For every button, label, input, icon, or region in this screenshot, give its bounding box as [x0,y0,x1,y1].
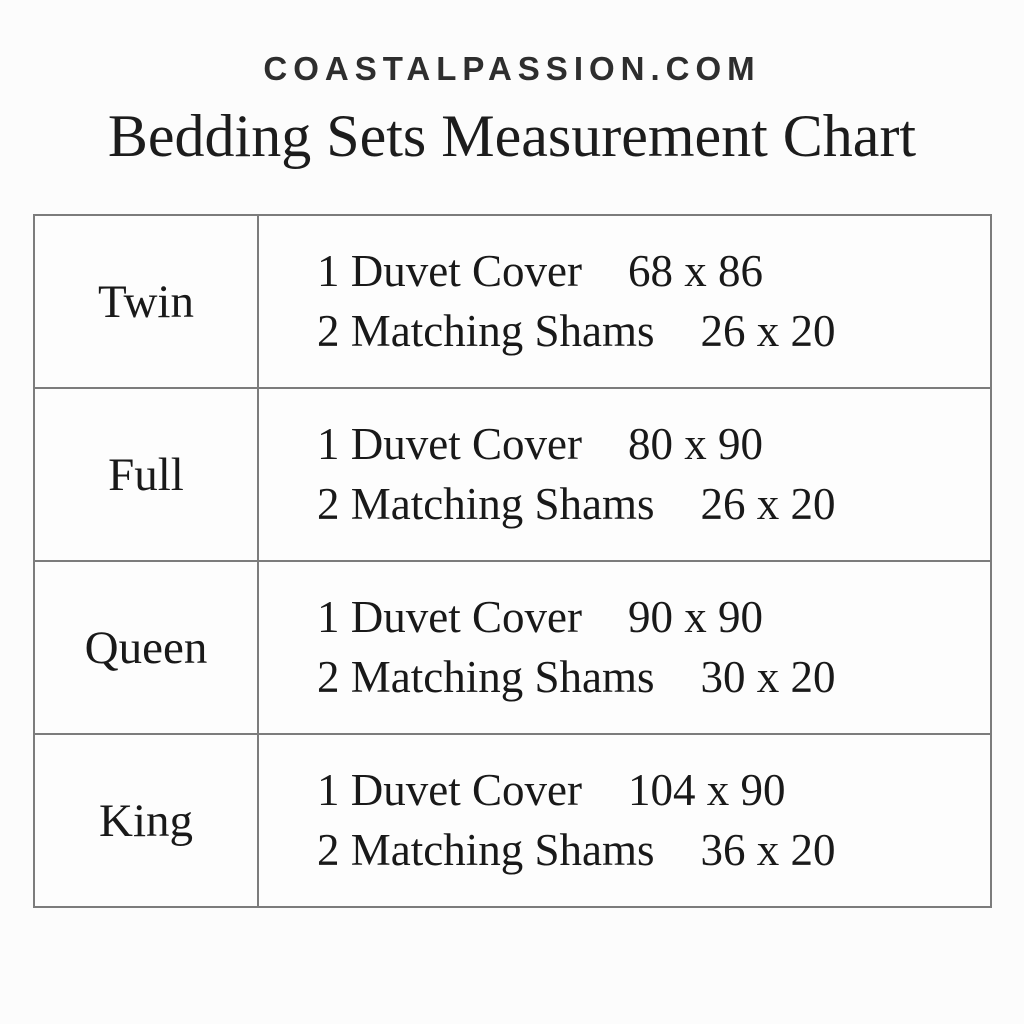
item-dimensions: 80 x 90 [627,418,763,469]
item-name: 1 Duvet Cover [317,418,582,469]
bed-size-label: Full [35,389,259,560]
measurements-cell [259,735,990,906]
item-line [317,827,990,874]
table-row-king [35,733,990,906]
item-line [317,654,990,701]
item-line [317,481,990,528]
item-dimensions: 68 x 86 [627,245,763,296]
item-dimensions: 26 x 20 [700,306,836,356]
page-title: Bedding Sets Measurement Chart [107,103,917,169]
item-dimensions: 26 x 20 [700,479,836,529]
bed-size-label: Queen [35,562,259,733]
item-line [317,418,990,469]
item-dimensions: 90 x 90 [627,591,763,642]
item-name: 1 Duvet Cover [317,245,582,296]
bed-size-label: Twin [35,216,259,387]
measurements-cell [259,562,990,733]
item-line [317,591,990,642]
table-row-queen [35,560,990,733]
item-line [317,245,990,296]
item-name: 2 Matching Shams [317,825,655,875]
item-name: 1 Duvet Cover [317,591,582,642]
item-name: 2 Matching Shams [317,652,655,702]
bed-size-label: King [35,735,259,906]
item-dimensions: 30 x 20 [700,652,836,702]
item-line [317,764,990,815]
table-row-full [35,387,990,560]
site-name: COASTALPASSION.COM [263,50,761,87]
measurement-table [33,214,992,908]
item-name: 1 Duvet Cover [317,764,582,815]
table-row-twin [35,216,990,387]
item-dimensions: 36 x 20 [700,825,836,875]
item-line [317,308,990,355]
measurements-cell [259,216,990,387]
measurements-cell [259,389,990,560]
item-name: 2 Matching Shams [317,306,655,356]
item-name: 2 Matching Shams [317,479,655,529]
item-dimensions: 104 x 90 [627,764,786,815]
